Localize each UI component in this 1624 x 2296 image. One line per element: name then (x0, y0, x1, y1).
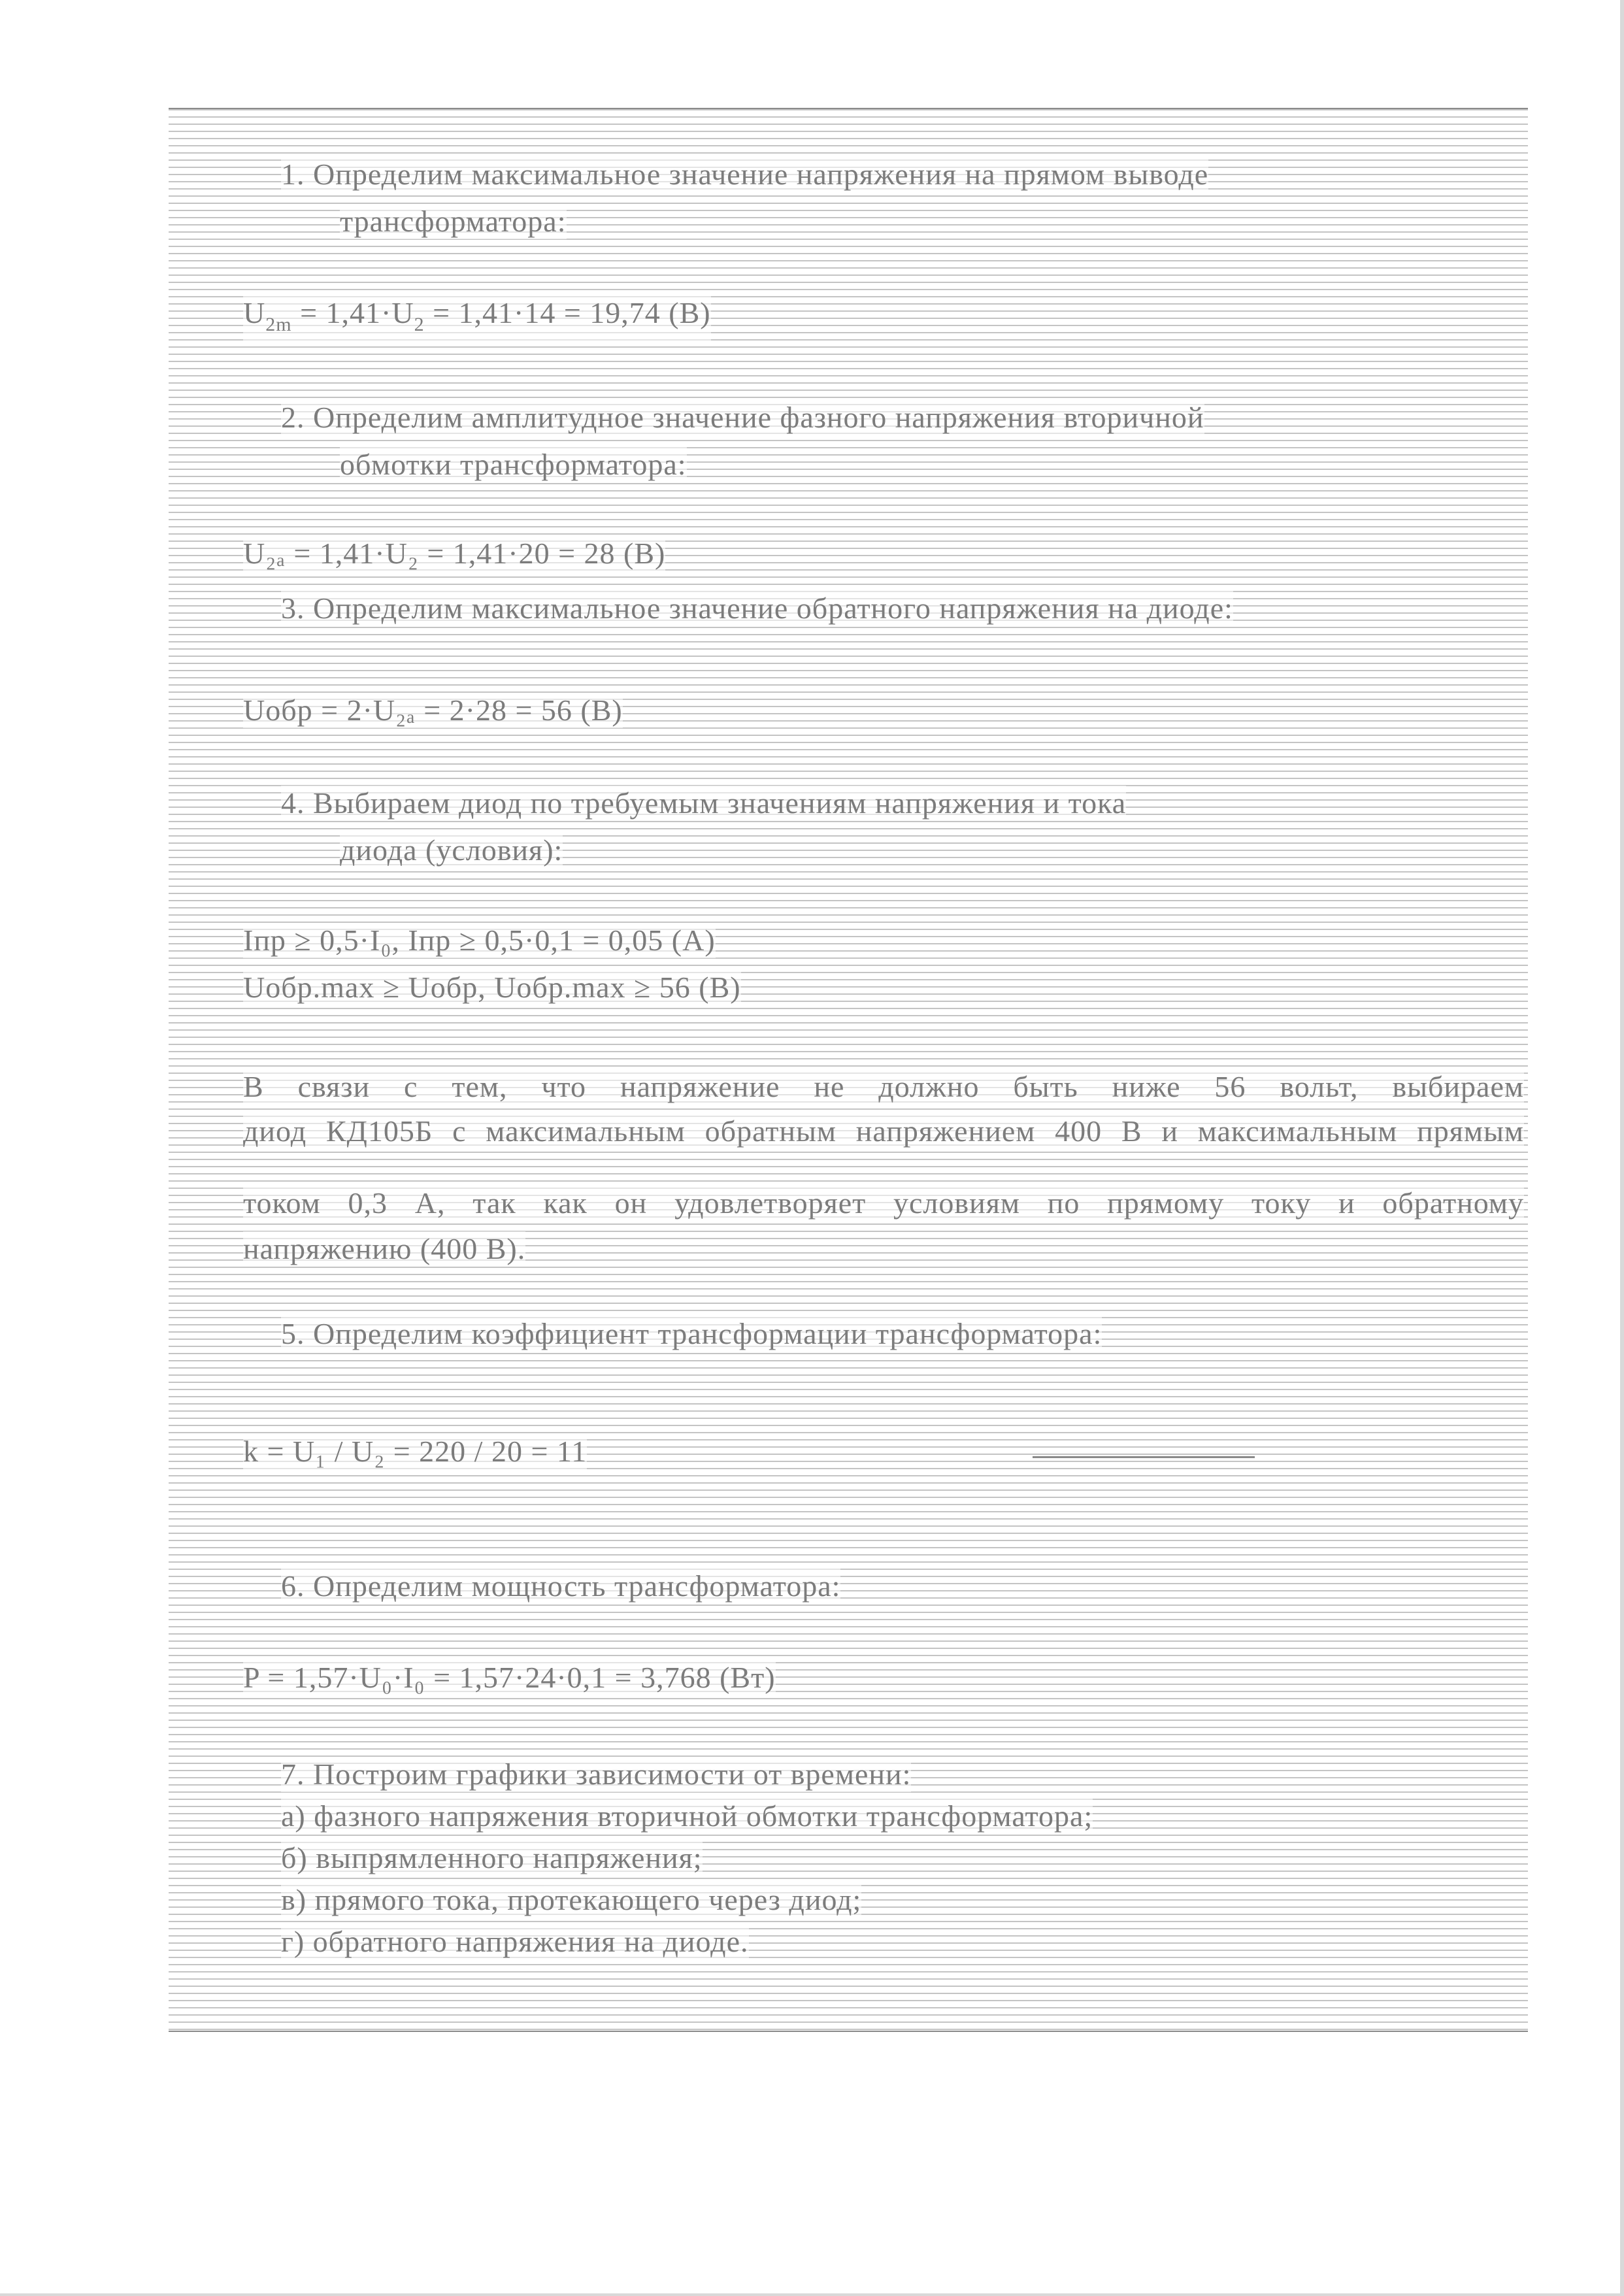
page-edge-right (1620, 0, 1624, 2296)
formula-2: U₂ₐ = 1,41·U₂ = 1,41·20 = 28 (В) (243, 537, 666, 570)
page-edge-bottom (0, 2293, 1624, 2296)
formula-5: k = U₁ / U₂ = 220 / 20 = 11 (243, 1435, 588, 1468)
item-7-c: в) прямого тока, протекающего через диод; (281, 1883, 862, 1916)
formula-6: P = 1,57·U₀·I₀ = 1,57·24·0,1 = 3,768 (Вт) (243, 1661, 776, 1694)
item-4-text: 4. Выбираем диод по требуемым значениям напряжения и тока (281, 786, 1127, 820)
item-7-a: а) фазного напряжения вторичной обмотки трансформатора; (281, 1799, 1093, 1833)
item-5-text: 5. Определим коэффициент трансформации трансформатора: (281, 1317, 1102, 1350)
item-2-text-cont: обмотки трансформатора: (340, 448, 687, 481)
item-2-text: 2. Определим амплитудное значение фазного напряжения вторичной (281, 401, 1204, 434)
fraction-bar (1033, 1456, 1255, 1458)
item-4-text-cont: диода (условия): (340, 833, 563, 867)
formula-4b: Uобр.max ≥ Uобр, Uобр.max ≥ 56 (В) (243, 971, 741, 1004)
paragraph-line-3: током 0,3 А, так как он удовлетворяет условиям по прямому току и обратному (243, 1186, 1524, 1220)
formula-3: Uобр = 2·U₂ₐ = 2·28 = 56 (В) (243, 693, 623, 727)
formula-1-mid: = 1,41·U (291, 296, 414, 329)
formula-1-u: U (243, 296, 266, 329)
item-1-text-cont: трансформатора: (340, 205, 567, 238)
formula-1-sub: 2m (265, 314, 292, 335)
paragraph-line-1: В связи с тем, что напряжение не должно быть ниже 56 вольт, выбираем (243, 1070, 1524, 1103)
formula-1-sub2: 2 (414, 314, 425, 335)
item-1-text: 1. Определим максимальное значение напряжения на прямом выводе (281, 158, 1209, 191)
item-7-text: 7. Построим графики зависимости от времени: (281, 1757, 912, 1791)
formula-4a: Iпр ≥ 0,5·I₀, Iпр ≥ 0,5·0,1 = 0,05 (А) (243, 923, 716, 957)
paragraph-line-2: диод КД105Б с максимальным обратным напряжением 400 В и максимальным прямым (243, 1114, 1524, 1148)
paragraph-line-4: напряжению (400 В). (243, 1232, 526, 1265)
item-7-d: г) обратного напряжения на диоде. (281, 1925, 749, 1958)
formula-1 (243, 295, 711, 342)
item-6-text: 6. Определим мощность трансформатора: (281, 1569, 841, 1603)
item-7-b: б) выпрямленного напряжения; (281, 1841, 703, 1874)
item-3-text: 3. Определим максимальное значение обратного напряжения на диоде: (281, 591, 1233, 625)
formula-1-end: = 1,41·14 = 19,74 (В) (424, 296, 711, 329)
